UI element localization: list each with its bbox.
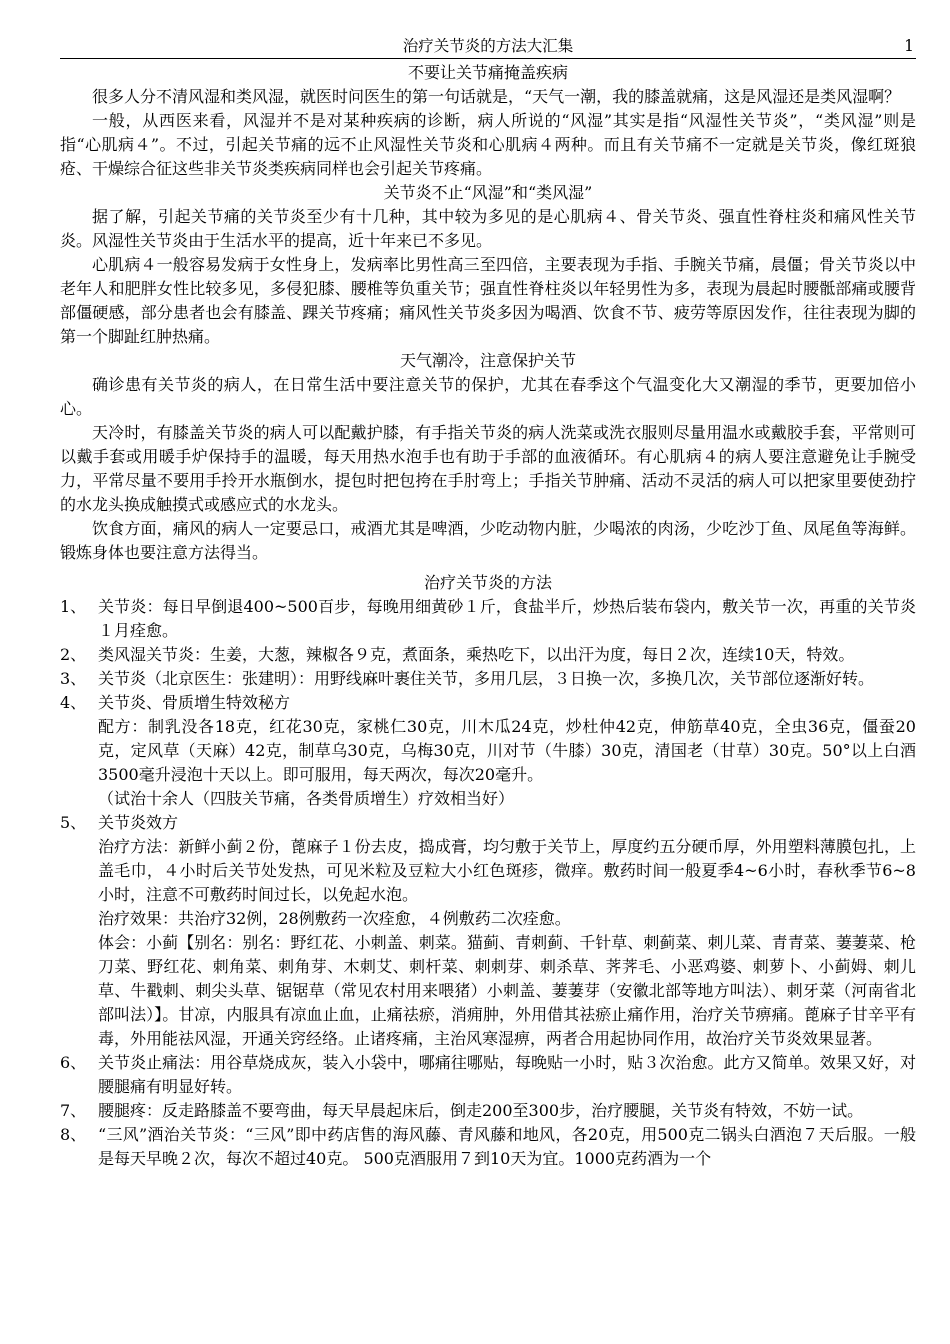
item-body xyxy=(98,1051,916,1099)
item-body xyxy=(98,643,916,667)
item-body xyxy=(98,1123,916,1171)
item-text: 关节炎：每日早倒退400~500百步，每晚用细黄砂１斤，食盐半斤，炒热后装布袋内，敷关节一次，再重的关节炎１月痊愈。 xyxy=(98,597,916,640)
item-number: 8、 xyxy=(60,1125,87,1144)
list-item xyxy=(60,691,916,811)
item-number: 2、 xyxy=(60,645,87,664)
paragraph: 天冷时，有膝盖关节炎的病人可以配戴护膝，有手指关节炎的病人洗菜或洗衣服则尽量用温水或戴胶手套，平常则可以戴手套或用暖手炉保持手的温暖，每天用热水泡手也有助于手部的血液循环。有心肌病４的病人要注意避免让手腕受力，平常尽量不要用手拎开水瓶倒水，提包时把包挎在手肘弯上；手指关节肿痛、活动不灵活的病人可以把家里要使劲拧的水龙头换成触摸式或感应式的水龙头。 xyxy=(60,423,916,514)
list-item xyxy=(60,595,916,643)
item-text: 类风湿关节炎：生姜，大葱，辣椒各９克，煮面条，乘热吃下，以出汗为度，每日２次，连续10天，特效。 xyxy=(98,645,855,664)
item-title: 关节炎效方 xyxy=(98,813,179,832)
list-item xyxy=(60,811,916,1051)
list-item xyxy=(60,643,916,667)
item-text: 配方：制乳没各18克，红花30克，家桃仁30克，川木瓜24克，炒杜仲42克，伸筋草40克，全虫36克，僵蚕20克，定风草（天麻）42克，制草乌30克，乌梅30克，川对节（牛膝）30克，清国老（甘草）30克。50°以上白酒3500毫升浸泡十天以上。即可服用，每天两次，每次20毫升。 xyxy=(98,717,916,784)
list-item xyxy=(60,1099,916,1123)
paragraph: 确诊患有关节炎的病人，在日常生活中要注意关节的保护，尤其在春季这个气温变化大又潮湿的季节，更要加倍小心。 xyxy=(60,375,916,418)
item-text: 体会：小蓟【别名：别名：野红花、小刺盖、刺菜。猫蓟、青刺蓟、千针草、刺蓟菜、刺儿菜、青青菜、萋萋菜、枪刀菜、野红花、刺角菜、刺角芽、木刺艾、刺杆菜、刺刺芽、刺杀草、荠荠毛、小恶鸡婆、刺萝卜、小蓟姆、刺儿草、牛戳刺、刺尖头草、锯锯草（常见农村用来喂猪）小刺盖、萋萋芽（安徽北部等地方叫法）、刺牙菜（河南省北部叫法）】。甘凉，内服具有凉血止血，止痛祛瘀，消痈肿，外用借其祛瘀止痛作用，治疗关节痹痛。蓖麻子甘辛平有毒，外用能祛风湿，开通关窍经络。止诸疼痛，主治风寒湿痹，两者合用起协同作用，故治疗关节炎效果显著。 xyxy=(98,933,916,1048)
paragraph: 饮食方面，痛风的病人一定要忌口，戒酒尤其是啤酒，少吃动物内脏，少喝浓的肉汤，少吃沙丁鱼、凤尾鱼等海鲜。锻炼身体也要注意方法得当。 xyxy=(60,519,916,562)
page-number: 1 xyxy=(904,37,914,55)
item-text: 治疗方法：新鲜小蓟２份，蓖麻子１份去皮，捣成膏，均匀敷于关节上，厚度约五分硬币厚，外用塑料薄膜包扎，上盖毛巾，４小时后关节处发热，可见米粒及豆粒大小红色斑疹，微痒。敷药时间一般夏季4~6小时，春秋季节6~8小时，注意不可敷药时间过长，以免起水泡。 xyxy=(98,837,916,904)
document-page xyxy=(60,34,916,1171)
item-body xyxy=(98,691,916,811)
document-title: 治疗关节炎的方法大汇集 xyxy=(402,37,574,55)
item-title: 关节炎、骨质增生特效秘方 xyxy=(98,693,291,712)
item-text: 腰腿疼：反走路膝盖不要弯曲，每天早晨起床后，倒走200至300步，治疗腰腿，关节炎有特效，不妨一试。 xyxy=(98,1101,864,1120)
item-text: 治疗效果：共治疗32例，28例敷药一次痊愈，４例敷药二次痊愈。 xyxy=(98,909,571,928)
list-item xyxy=(60,1051,916,1099)
section-heading-4: 治疗关节炎的方法 xyxy=(423,573,552,592)
paragraph: 很多人分不清风湿和类风湿，就医时问医生的第一句话就是，“天气一潮，我的膝盖就痛，这是风湿还是类风湿啊？ xyxy=(92,87,901,106)
section-heading-2: 关节炎不止“风湿”和“类风湿” xyxy=(383,183,593,202)
item-body xyxy=(98,1099,916,1123)
running-header xyxy=(60,34,916,59)
item-number: 7、 xyxy=(60,1101,87,1120)
item-body xyxy=(98,811,916,1051)
item-number: 3、 xyxy=(60,669,87,688)
item-text: 关节炎止痛法：用谷草烧成灰，装入小袋中，哪痛往哪贴，每晚贴一小时，贴３次治愈。此方又简单。效果又好，对腰腿痛有明显好转。 xyxy=(98,1053,916,1096)
section-heading-1: 不要让关节痛掩盖疾病 xyxy=(407,63,568,82)
item-number: 6、 xyxy=(60,1053,87,1072)
paragraph: 心肌病４一般容易发病于女性身上，发病率比男性高三至四倍，主要表现为手指、手腕关节痛，晨僵；骨关节炎以中老年人和肥胖女性比较多见，多侵犯膝、腰椎等负重关节；强直性脊柱炎以年轻男性为多，表现为晨起时腰骶部痛或腰背部僵硬感，部分患者也会有膝盖、踝关节疼痛；痛风性关节炎多因为喝酒、饮食不节、疲劳等原因发作，往往表现为脚的第一个脚趾红肿热痛。 xyxy=(60,255,916,346)
item-body xyxy=(98,667,916,691)
item-text: 关节炎（北京医生：张建明）：用野线麻叶裹住关节，多用几层，３日换一次，多换几次，关节部位逐渐好转。 xyxy=(98,669,875,688)
paragraph: 一般，从西医来看，风湿并不是对某种疾病的诊断，病人所说的“风湿”其实是指“风湿性关节炎”，“类风湿”则是指“心肌病４”。不过，引起关节痛的远不止风湿性关节炎和心肌病４两种。而且有关节痛不一定就是关节炎，像红斑狼疮、干燥综合征这些非关节炎类疾病同样也会引起关节疼痛。 xyxy=(60,111,916,178)
item-number: 1、 xyxy=(60,597,87,616)
item-text: “三风”酒治关节炎：“三风”即中药店售的海风藤、青风藤和地风，各20克，用500克二锅头白酒泡７天后服。一般是每天早晚２次，每次不超过40克。 500克酒服用７到10天为宜。1000克药酒为一个 xyxy=(98,1125,916,1168)
item-number: 4、 xyxy=(60,693,87,712)
list-item xyxy=(60,667,916,691)
item-number: 5、 xyxy=(60,813,87,832)
paragraph: 据了解，引起关节痛的关节炎至少有十几种，其中较为多见的是心肌病４、骨关节炎、强直性脊柱炎和痛风性关节炎。风湿性关节炎由于生活水平的提高，近十年来已不多见。 xyxy=(60,207,916,250)
item-body xyxy=(98,595,916,643)
section-heading-3: 天气潮冷，注意保护关节 xyxy=(399,351,576,370)
list-item xyxy=(60,1123,916,1171)
item-note: （试治十余人（四肢关节痛，各类骨质增生）疗效相当好） xyxy=(98,789,515,808)
